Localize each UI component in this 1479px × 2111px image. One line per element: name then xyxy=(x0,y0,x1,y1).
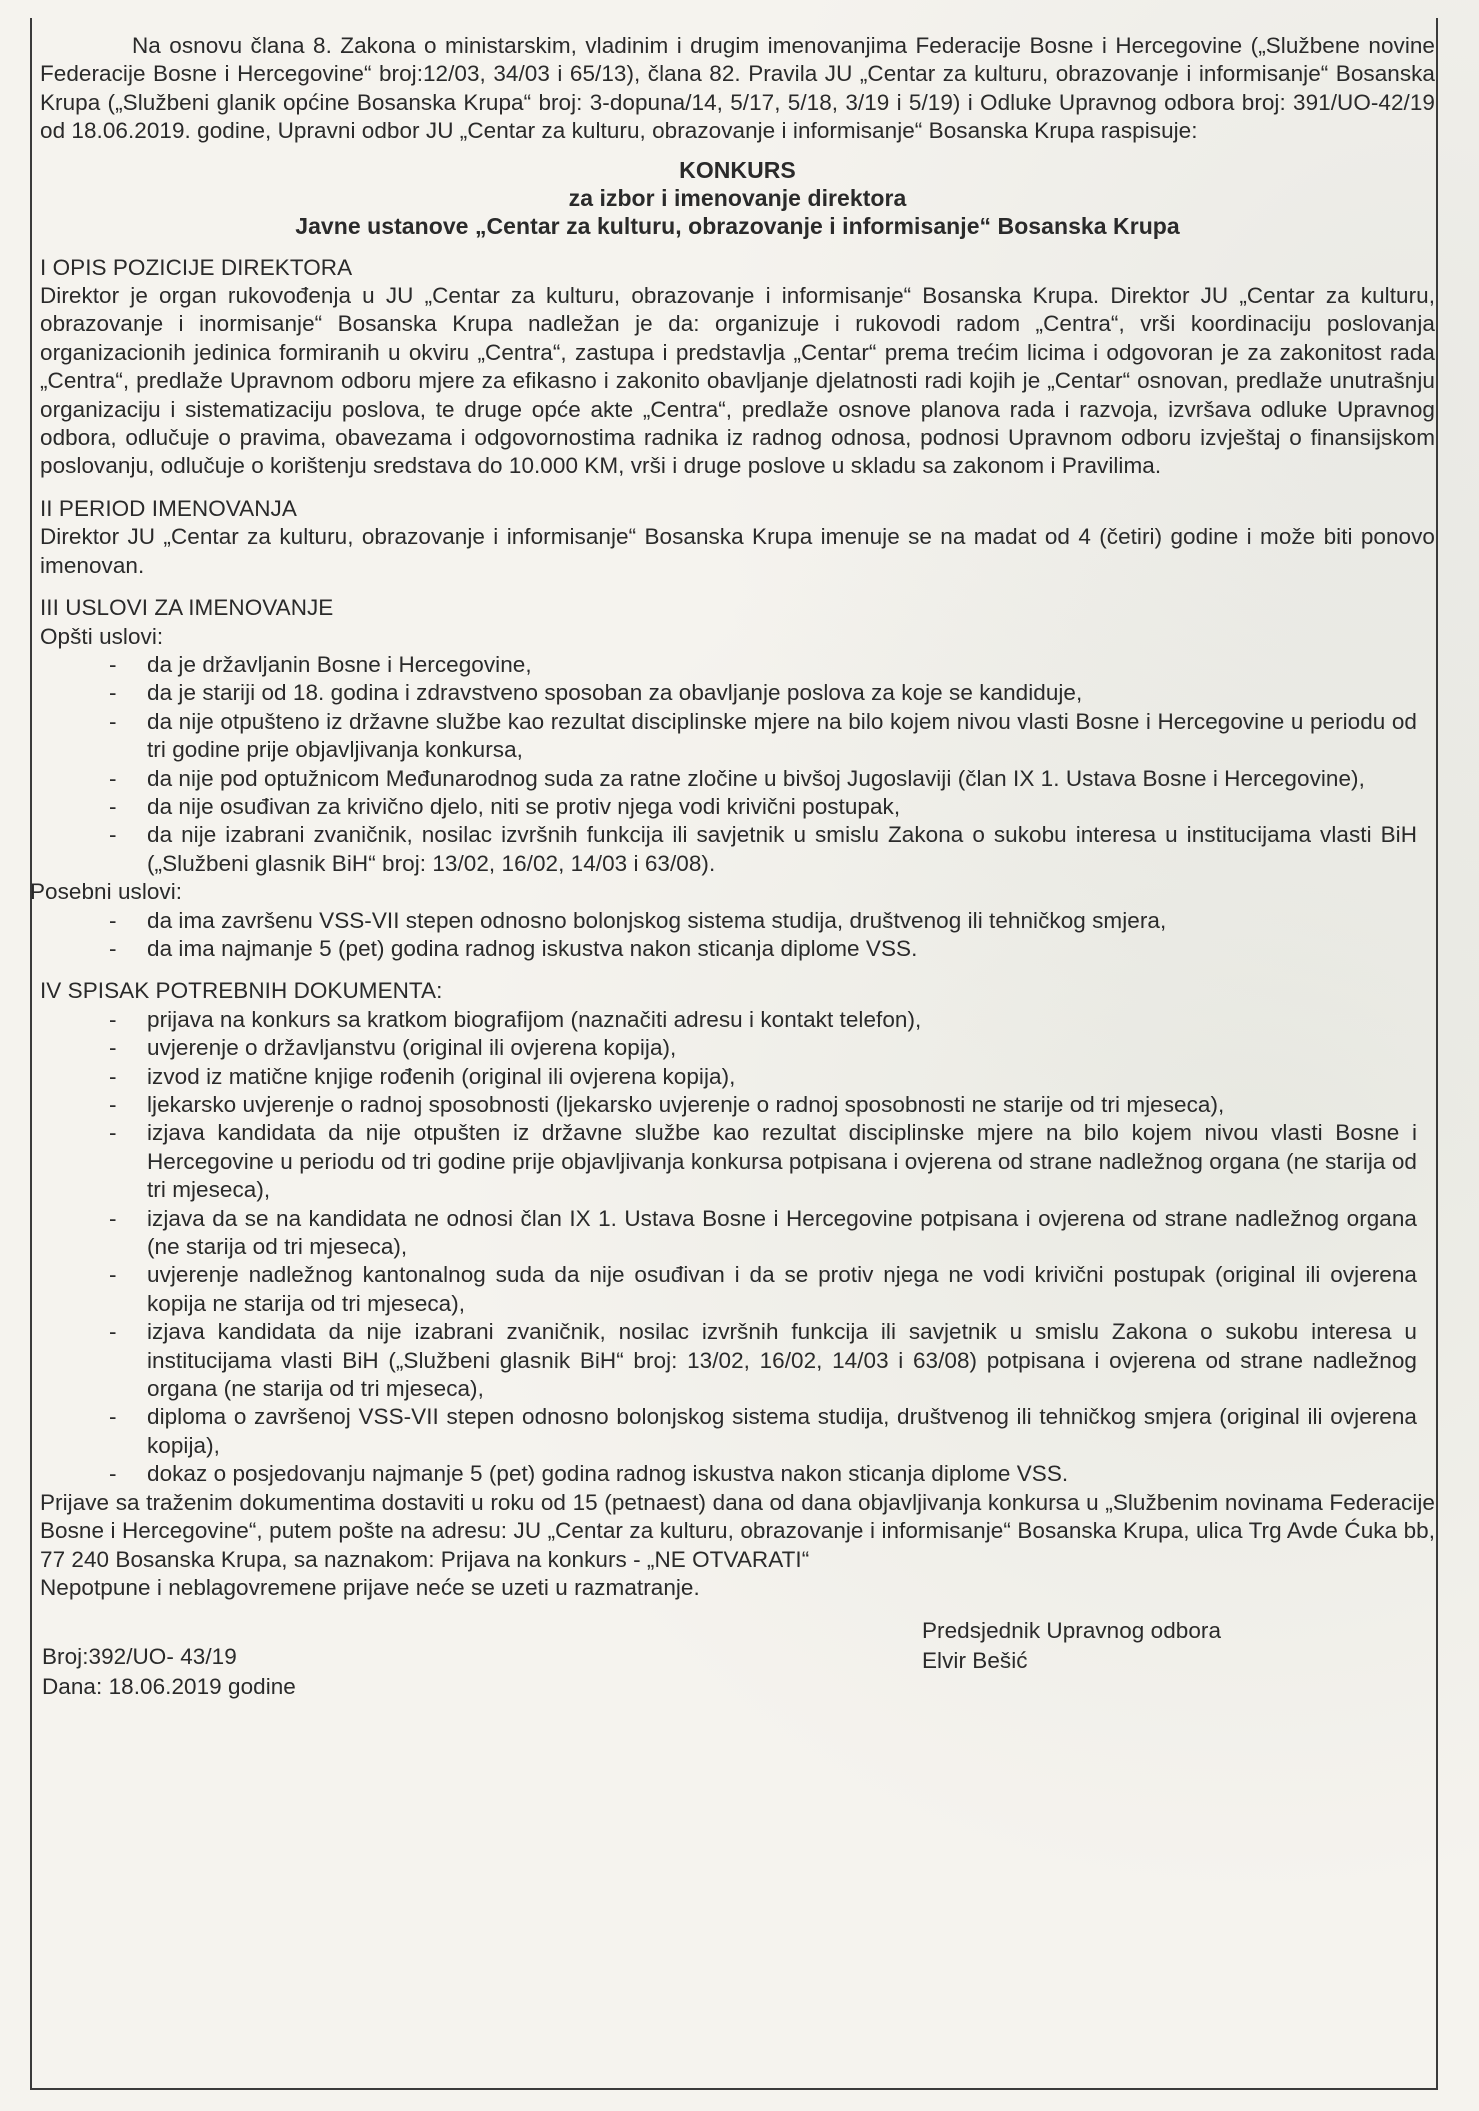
section-1-heading: I OPIS POZICIJE DIREKTORA xyxy=(40,254,353,280)
list-item: - izvod iz matične knjige rođenih (original ili ovjerena kopija), xyxy=(147,1063,1435,1091)
list-item: - ljekarsko uvjerenje o radnoj sposobnosti (ljekarsko uvjerenje o radnoj sposobnosti ne starije od tri mjeseca), xyxy=(147,1091,1435,1119)
list-item: - da nije osuđivan za krivično djelo, niti se protiv njega vodi krivični postupak, xyxy=(147,793,1435,821)
list-item: - izjava kandidata da nije otpušten iz državne službe kao rezultat disciplinske mjere na bilo kojem nivou vlasti Bosne i Hercegovine u periodu od tri godine prije objavljivanja konkursa potpisana i ovjerena od strane nadležnog organa (ne starija od tri mjeseca), xyxy=(147,1119,1435,1204)
notice-paragraph: Nepotpune i neblagovremene prijave neće se uzeti u razmatranje. xyxy=(40,1574,700,1600)
section-2-text: Direktor JU „Centar za kulturu, obrazovanje i informisanje“ Bosanska Krupa imenuje se na madat od 4 (četiri) godine i može biti ponovo imenovan. xyxy=(40,524,1435,578)
section-3-heading: III USLOVI ZA IMENOVANJE xyxy=(40,595,334,621)
list-item: - uvjerenje nadležnog kantonalnog suda da nije osuđivan i da se protiv njega ne vodi krivični postupak (original ili ovjerena kopija ne starija od tri mjeseca), xyxy=(147,1261,1435,1318)
section-1-text: Direktor je organ rukovođenja u JU „Centar za kulturu, obrazovanje i informisanje“ Bosanska Krupa. Direktor JU „Centar za kulturu, obrazovanje i inormisanje“ Bosanska Krupa nadležan je da: organizuje i rukovodi radom „Centra“, vrši koordinaciju poslovanja organizacionih jedinica formiranih u okviru „Centra“, zastupa i predstavlja „Centar“ prema trećim licima i odgovoran je za zakonitost rada „Centra“, predlaže Upravnom odboru mjere za efikasno i zakonito obavljanje djelatnosti radi kojih je „Centar“ osnovan, predlaže unutrašnju organizaciju i sistematizaciju poslova, te druge opće akte „Centra“, predlaže osnove planova rada i razvoja, izvršava odluke Upravnog odbora, odlučuje o pravima, obavezama i odgovornostima radnika iz radnog odnosa, podnosi Upravnom odboru izvještaj o finansijskom poslovanju, odlučuje o korištenju sredstava do 10.000 KM, vrši i druge poslove u skladu sa zakonom i Pravilima. xyxy=(40,283,1435,479)
general-conditions-label: Opšti uslovi: xyxy=(40,623,164,649)
section-2-heading: II PERIOD IMENOVANJA xyxy=(40,495,297,521)
list-item: - da je državljanin Bosne i Hercegovine, xyxy=(147,651,1435,679)
document-content xyxy=(30,32,1435,1726)
list-item: - da nije izabrani zvaničnik, nosilac izvršnih funkcija ili savjetnik u smislu Zakona o sukobu interesa u institucijama vlasti BiH („Službeni glasnik BiH“ broj: 13/02, 16/02, 14/03 i 63/08). xyxy=(147,821,1435,878)
footer xyxy=(40,1616,1435,1726)
list-item: - da je stariji od 18. godina i zdravstveno sposoban za obavljanje poslova za koje se kandiduje, xyxy=(147,679,1435,707)
section-4-heading: IV SPISAK POTREBNIH DOKUMENTA: xyxy=(40,978,443,1004)
list-item: - prijava na konkurs sa kratkom biografijom (naznačiti adresu i kontakt telefon), xyxy=(147,1006,1435,1034)
document-title xyxy=(40,156,1435,240)
signature-block xyxy=(922,1616,1221,1676)
signature-role: Predsjednik Upravnog odbora xyxy=(922,1618,1222,1644)
documents-list xyxy=(40,1006,1435,1489)
title-konkurs: KONKURS xyxy=(679,156,796,183)
list-item: - da nije otpušteno iz državne službe kao rezultat disciplinske mjere na bilo kojem nivou vlasti Bosne i Hercegovine u periodu od tri godine prije objavljivanja konkursa, xyxy=(147,708,1435,765)
list-item: - izjava kandidata da nije izabrani zvaničnik, nosilac izvršnih funkcija ili savjetnik u smislu Zakona o sukobu interesa u institucijama vlasti BiH („Službeni glasnik BiH“ broj: 13/02, 16/02, 14/03 i 63/08) potpisana i ovjerena od strane nadležnog organa (ne starija od tri mjeseca), xyxy=(147,1318,1435,1403)
title-institution: Javne ustanove „Centar za kulturu, obrazovanje i informisanje“ Bosanska Krupa xyxy=(295,212,1180,239)
special-conditions-label: Posebni uslovi: xyxy=(30,879,183,905)
list-item: - diploma o završenoj VSS-VII stepen odnosno bolonjskog sistema studija, društvenog ili tehničkog smjera (original ili ovjerena kopija), xyxy=(147,1403,1435,1460)
list-item: - dokaz o posjedovanju najmanje 5 (pet) godina radnog iskustva nakon sticanja diplome VSS. xyxy=(147,1460,1435,1488)
reference-number: Broj:392/UO- 43/19 xyxy=(42,1644,237,1670)
list-item: - da nije pod optužnicom Međunarodnog suda za ratne zločine u bivšoj Jugoslaviji (član IX 1. Ustava Bosne i Hercegovine), xyxy=(147,765,1435,793)
list-item: - uvjerenje o državljanstvu (original ili ovjerena kopija), xyxy=(147,1034,1435,1062)
signature-name: Elvir Bešić xyxy=(922,1648,1028,1674)
general-conditions-list xyxy=(40,651,1435,878)
list-item: - izjava da se na kandidata ne odnosi član IX 1. Ustava Bosne i Hercegovine potpisana i ovjerena od strane nadležnog organa (ne starija od tri mjeseca), xyxy=(147,1205,1435,1262)
special-conditions-list xyxy=(40,907,1435,964)
submission-paragraph: Prijave sa traženim dokumentima dostaviti u roku od 15 (petnaest) dana od dana objavljivanja konkursa u „Službenim novinama Federacije Bosne i Hercegovine“, putem pošte na adresu: JU „Centar za kulturu, obrazovanje i informisanje“ Bosanska Krupa, ulica Trg Avde Ćuka bb, 77 240 Bosanska Krupa, sa naznakom: Prijava na konkurs - „NE OTVARATI“ xyxy=(40,1489,1435,1572)
list-item: - da ima najmanje 5 (pet) godina radnog iskustva nakon sticanja diplome VSS. xyxy=(147,935,1435,963)
intro-paragraph: Na osnovu člana 8. Zakona o ministarskim, vladinim i drugim imenovanjima Federacije Bosne i Hercegovine („Službene novine Federacije Bosne i Hercegovine“ broj:12/03, 34/03 i 65/13), člana 82. Pravila JU „Centar za kulturu, obrazovanje i informisanje“ Bosanska Krupa („Službeni glanik općine Bosanska Krupa“ broj: 3-dopuna/14, 5/17, 5/18, 3/19 i 5/19) i Odluke Upravnog odbora broj: 391/UO-42/19 od 18.06.2019. godine, Upravni odbor JU „Centar za kulturu, obrazovanje i informisanje“ Bosanska Krupa raspisuje: xyxy=(40,33,1435,144)
reference-date: Dana: 18.06.2019 godine xyxy=(42,1674,296,1700)
title-subtitle: za izbor i imenovanje direktora xyxy=(568,184,907,211)
list-item: - da ima završenu VSS-VII stepen odnosno bolonjskog sistema studija, društvenog ili tehničkog smjera, xyxy=(147,907,1435,935)
reference-block xyxy=(42,1642,296,1702)
